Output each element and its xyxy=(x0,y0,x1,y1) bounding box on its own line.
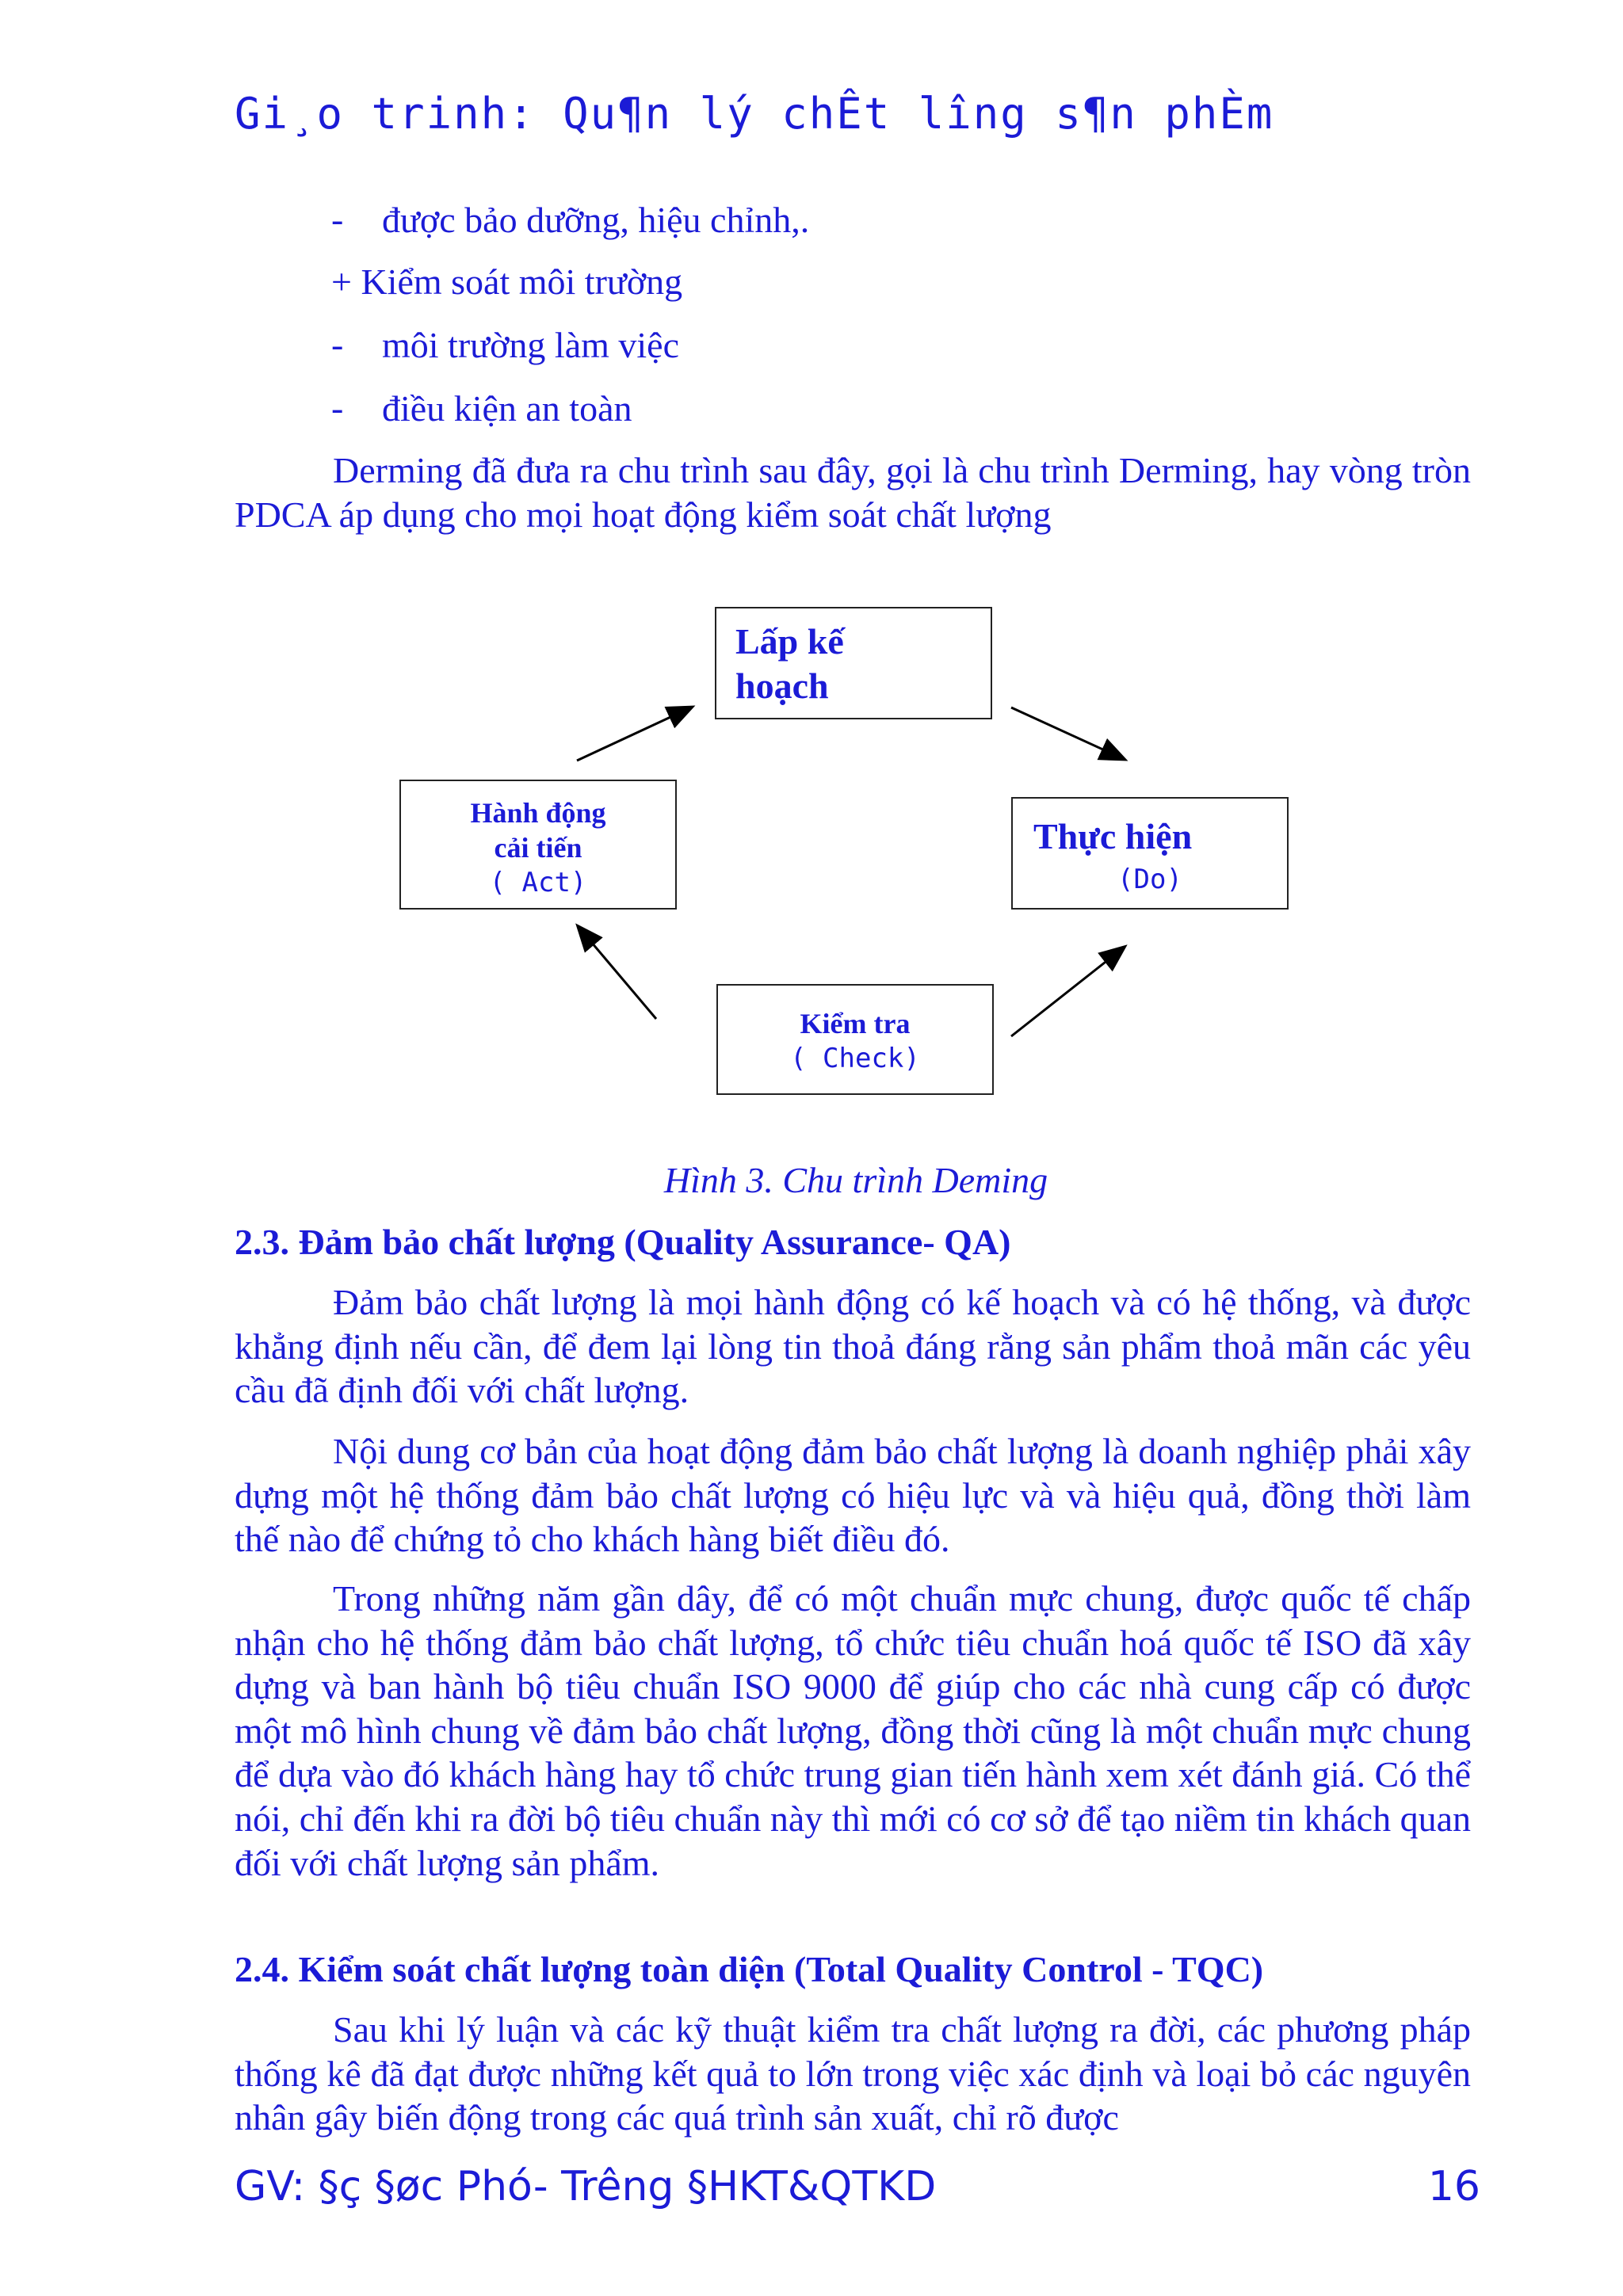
do-title: Thực hiện xyxy=(1033,816,1193,856)
bullet-dash: - xyxy=(331,324,344,364)
paragraph: Đảm bảo chất lượng là mọi hành động có kế hoạch và có hệ thống, và được khẳng định nếu cần, để đem lại lòng tin thoả đáng rằng sản phẩm thoả mãn các yêu cầu đã định đối với chất lượng. xyxy=(235,1282,1471,1411)
arrow-act-to-plan xyxy=(577,707,691,761)
plan-title-line2: hoạch xyxy=(735,666,829,706)
arrow-check-to-act xyxy=(579,927,656,1019)
act-box xyxy=(399,780,677,910)
plan-box xyxy=(715,607,992,719)
intro-paragraph: Derming đã đưa ra chu trình sau đây, gọi là chu trình Derming, hay vòng tròn PDCA áp dụng cho mọi hoạt động kiểm soát chất lượng xyxy=(235,450,1471,535)
bullet-item: điều kiện an toàn xyxy=(382,388,632,429)
figure-caption: Hình 3. Chu trình Deming xyxy=(663,1160,1048,1200)
section-heading-2-3: 2.3. Đảm bảo chất lượng (Quality Assurance- QA) xyxy=(235,1222,1011,1262)
bullet-dash: - xyxy=(331,387,344,428)
bullet-item: được bảo dưỡng, hiệu chỉnh,. xyxy=(382,200,810,240)
section-heading-2-4: 2.4. Kiểm soát chất lượng toàn diện (Total Quality Control - TQC) xyxy=(235,1949,1264,1989)
plus-item: + Kiểm soát môi trường xyxy=(331,261,683,302)
bullet-item: môi trường làm việc xyxy=(382,325,680,365)
act-title-line1: Hành động xyxy=(470,797,606,829)
page-header: Gi¸o trinh: Qu¶n lý chÊt lîng s¶n phÈm xyxy=(235,89,1274,139)
arrow-plan-to-do xyxy=(1011,707,1124,759)
act-title-line2: cải tiến xyxy=(494,832,582,864)
check-sub: ( Check) xyxy=(790,1043,920,1074)
bullet-dash: - xyxy=(331,199,344,239)
paragraph: Nội dung cơ bản của hoạt động đảm bảo chất lượng là doanh nghiệp phải xây dựng một hệ thống đảm bảo chất lượng có hiệu lực và và hiệu quả, đồng thời làm thế nào để chứng tỏ cho khách hàng biết điều đó. xyxy=(235,1431,1471,1560)
arrow-check-to-do xyxy=(1011,948,1124,1036)
check-title: Kiểm tra xyxy=(800,1008,911,1039)
paragraph: Sau khi lý luận và các kỹ thuật kiểm tra chất lượng ra đời, các phương pháp thống kê đã đạt được những kết quả to lớn trong việc xác định và loại bỏ các nguyên nhân gây biến động trong các quá trình sản xuất, chỉ rõ được xyxy=(235,2009,1471,2138)
check-box xyxy=(716,984,994,1095)
do-box xyxy=(1011,797,1289,910)
paragraph: Trong những năm gần dây, để có một chuẩn mực chung, được quốc tế chấp nhận cho hệ thống đảm bảo chất lượng, tổ chức tiêu chuẩn hoá quốc tế ISO đã xây dựng và ban hành bộ tiêu chuẩn ISO 9000 để giúp cho các nhà cung cấp có được một mô hình chung về đảm bảo chất lượng, đồng thời cũng là một chuẩn mực chung để dựa vào đó khách hàng hay tổ chức trung gian tiến hành xem xét đánh giá. Có thể nói, chỉ đến khi ra đời bộ tiêu chuẩn này thì mới có cơ sở để tạo niềm tin khách quan đối với chất lượng sản phẩm. xyxy=(235,1578,1471,1883)
page-number: 16 xyxy=(1427,2163,1480,2210)
do-sub: (Do) xyxy=(1117,864,1182,895)
plan-title-line1: Lấp kế xyxy=(735,621,844,662)
page-footer-author: GV: §ç §øc Phó- Trêng §HKT&QTKD xyxy=(235,2163,937,2210)
act-sub: ( Act) xyxy=(489,867,587,898)
